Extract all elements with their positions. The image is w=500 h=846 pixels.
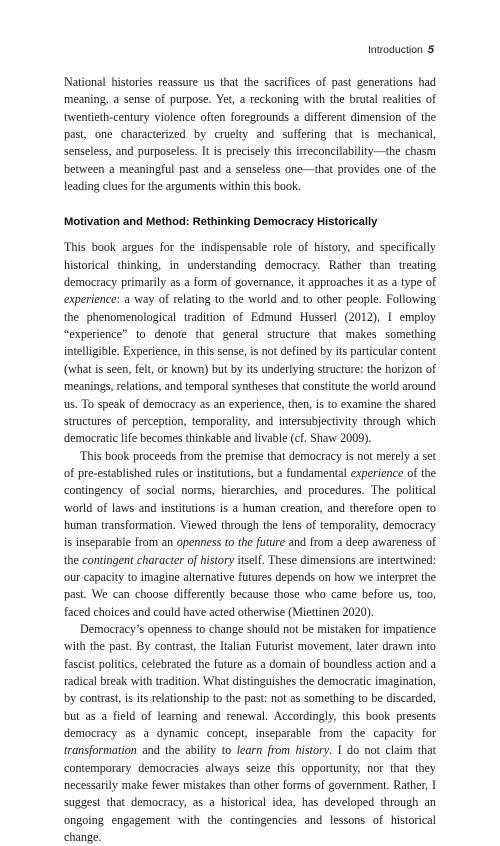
running-head-section: Introduction <box>368 44 423 56</box>
paragraph-2 <box>64 448 436 621</box>
paragraph-2-emphasis-1: experience <box>350 465 404 480</box>
paragraph-1-text-a: This book argues for the indispensable role of history, and specifically historical thinking, in understanding democracy. Rather than treating democracy primarily as a form of governance, it approaches it as a type of <box>64 240 436 290</box>
running-head <box>368 44 434 56</box>
page-number: 5 <box>427 44 434 56</box>
section-heading: Motivation and Method: Rethinking Democracy Historically <box>64 216 378 229</box>
paragraph-2-emphasis-3: contingent character of history <box>82 552 235 567</box>
paragraph-3-emphasis-2: learn from history <box>236 743 330 758</box>
paragraph-3-emphasis-1: transformation <box>64 743 137 758</box>
paragraph-2-text-d: itself. These dimensions are intertwined: our capacity to imagine alternative futures depends on how we interpret the past. We can choose differently because those who came before us, too, faced choices and could have acted otherwise (Miettinen 2020). <box>64 552 436 619</box>
intro-paragraph: National histories reassure us that the sacrifices of past generations had meaning, a sense of purpose. Yet, a reckoning with the brutal realities of twentieth-century violence often foregrounds a different dimension of the past, one characterized by cruelty and suffering that is mechanical, senseless, and purposeless. It is precisely this irreconcilability—the chasm between a meaningful past and a senseless one—that provides one of the leading clues for the arguments within this book. <box>64 75 436 194</box>
paragraph-3-text-a: Democracy’s openness to change should not be mistaken for impatience with the past. By contrast, the Italian Futurist movement, later drawn into fascist politics, celebrated the future as a domain of boundless action and a radical break with tradition. What distinguishes the democratic imagination, by contrast, is its relationship to the past: not as something to be discarded, but as a field of learning and renewal. Accordingly, this book presents democracy as a dynamic concept, inseparable from the capacity for <box>64 621 436 741</box>
paragraph-1-emphasis: experience <box>64 292 117 307</box>
paragraph-3-text-c: . I do not claim that contemporary democracies always seize this opportunity, nor that they necessarily make fewer mistakes than other forms of government. Rather, I suggest that democracy, as a historical idea, has developed through an ongoing engagement with the contingencies and lessons of historical change. <box>64 743 436 845</box>
paragraph-3-text-b: and the ability to <box>136 743 237 758</box>
page-body <box>64 74 436 846</box>
paragraph-2-emphasis-2: openness to the future <box>176 535 285 550</box>
paragraph-3 <box>64 621 436 846</box>
paragraph-2-text-c: and from a deep awareness of the <box>64 535 436 567</box>
paragraph-2-text-a: This book proceeds from the premise that democracy is not merely a set of pre-established rules or institutions, but a fundamental <box>64 448 436 480</box>
paragraph-1-text-b: : a way of relating to the world and to other people. Following the phenomenological tradition of Edmund Husserl (2012), I employ “experience” to denote that general structure that makes something intelligible. Experience, in this sense, is not defined by its particular content (what is seen, felt, or known) but by its underlying structure: the horizon of meanings, relations, and temporal syntheses that constitute the world around us. To speak of democracy as an experience, then, is to examine the shared structures of perception, temporality, and intersubjectivity through which democratic life becomes thinkable and livable (cf. Shaw 2009). <box>64 292 436 446</box>
paragraph-1 <box>64 239 436 447</box>
paragraph-2-text-b: of the contingency of social norms, hierarchies, and procedures. The political world of laws and institutions is a human creation, and therefore open to human transformation. Viewed through the lens of temporality, democracy is inseparable from an <box>64 465 437 550</box>
